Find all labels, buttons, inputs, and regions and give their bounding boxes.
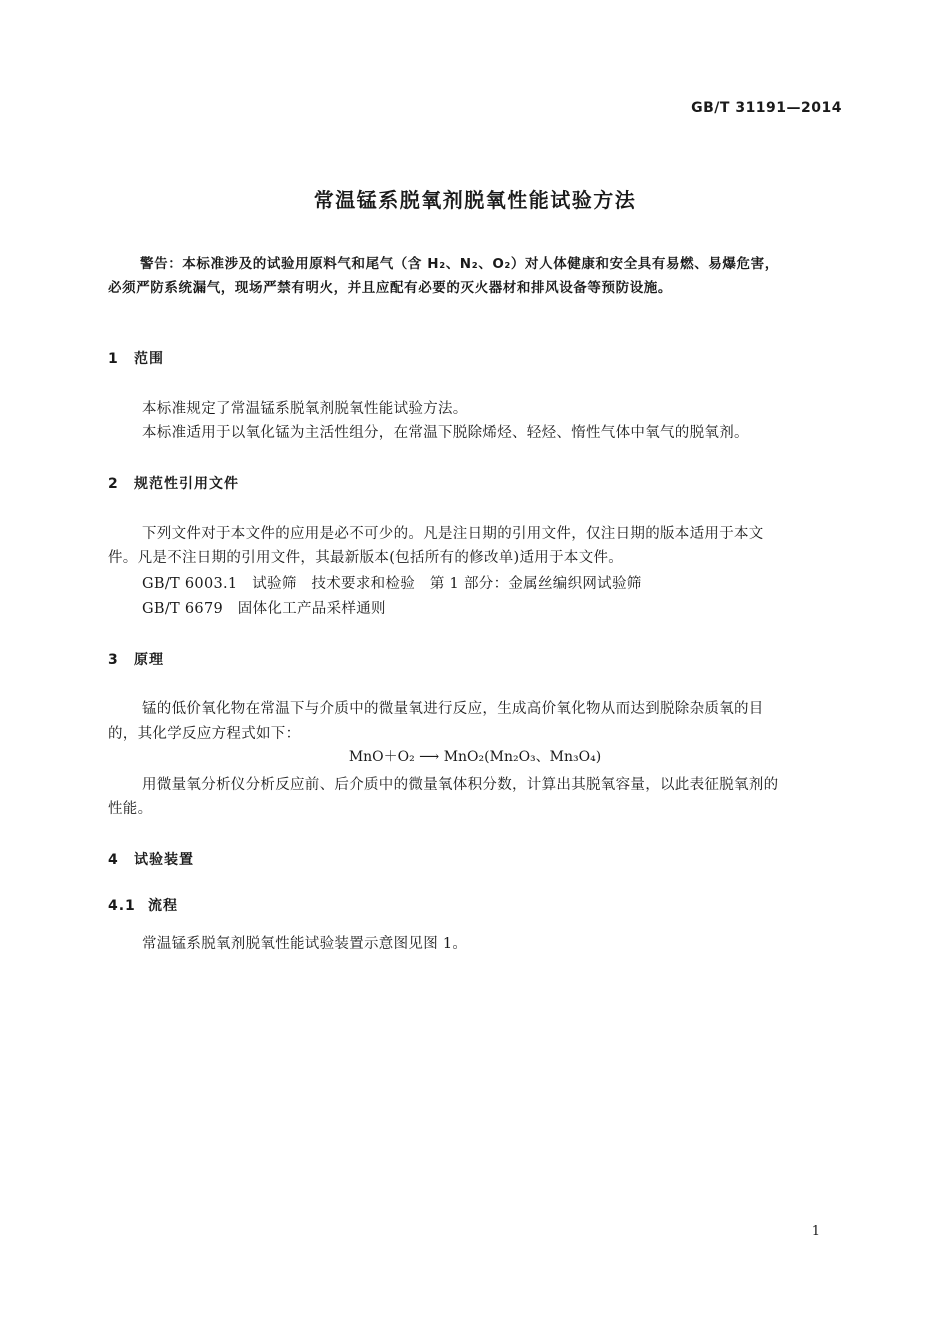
warning-line-2: 必须严防系统漏气，现场严禁有明火，并且应配有必要的灭火器材和排风设备等预防设施。 <box>108 280 672 296</box>
section-1-title: 范围 <box>134 351 164 367</box>
section-2-title: 规范性引用文件 <box>134 476 239 492</box>
section-1-paragraph-1: 本标准规定了常温锰系脱氧剂脱氧性能试验方法。 <box>142 401 468 417</box>
section-1-heading <box>108 348 164 368</box>
normative-reference-2: GB/T 6679 固体化工产品采样通则 <box>142 601 386 617</box>
section-2-paragraph-line-1: 下列文件对于本文件的应用是必不可少的。凡是注日期的引用文件，仅注日期的版本适用于本文 <box>142 526 764 542</box>
section-4-heading <box>108 849 194 869</box>
page-number: 1 <box>811 1224 820 1239</box>
section-4-title: 试验装置 <box>134 852 194 868</box>
section-2-number: 2 <box>108 476 119 492</box>
section-3-paragraph-1-line-1: 锰的低价氧化物在常温下与介质中的微量氧进行反应，生成高价氧化物从而达到脱除杂质氧的目 <box>142 701 764 717</box>
section-1-number: 1 <box>108 351 119 367</box>
document-title: 常温锰系脱氧剂脱氧性能试验方法 <box>313 188 637 212</box>
warning-line-1: 警告：本标准涉及的试验用原料气和尾气（含 H₂、N₂、O₂）对人体健康和安全具有易燃、易爆危害， <box>140 256 779 272</box>
subsection-4-1-paragraph: 常温锰系脱氧剂脱氧性能试验装置示意图见图 1。 <box>142 936 468 952</box>
section-3-heading <box>108 649 164 669</box>
standard-number: GB/T 31191—2014 <box>691 100 842 116</box>
section-2-paragraph-line-2: 件。凡是不注日期的引用文件，其最新版本(包括所有的修改单)适用于本文件。 <box>108 550 624 566</box>
section-3-paragraph-2-line-1: 用微量氧分析仪分析反应前、后介质中的微量氧体积分数，计算出其脱氧容量，以此表征脱氧剂的 <box>142 777 779 793</box>
section-3-number: 3 <box>108 652 119 668</box>
section-1-paragraph-2: 本标准适用于以氧化锰为主活性组分，在常温下脱除烯烃、轻烃、惰性气体中氧气的脱氧剂。 <box>142 425 749 441</box>
section-3-paragraph-2-line-2: 性能。 <box>108 801 153 817</box>
subsection-4-1-number: 4.1 <box>108 898 136 914</box>
section-3-title: 原理 <box>134 652 164 668</box>
normative-reference-1: GB/T 6003.1 试验筛 技术要求和检验 第 1 部分：金属丝编织网试验筛 <box>142 576 642 592</box>
section-3-paragraph-1-line-2: 的，其化学反应方程式如下： <box>108 726 301 742</box>
subsection-4-1-heading <box>108 895 178 915</box>
section-2-heading <box>108 473 239 493</box>
section-4-number: 4 <box>108 852 119 868</box>
chemical-equation: MnO＋O₂ ⟶ MnO₂(Mn₂O₃、Mn₃O₄) <box>348 749 602 765</box>
subsection-4-1-title: 流程 <box>148 898 178 914</box>
